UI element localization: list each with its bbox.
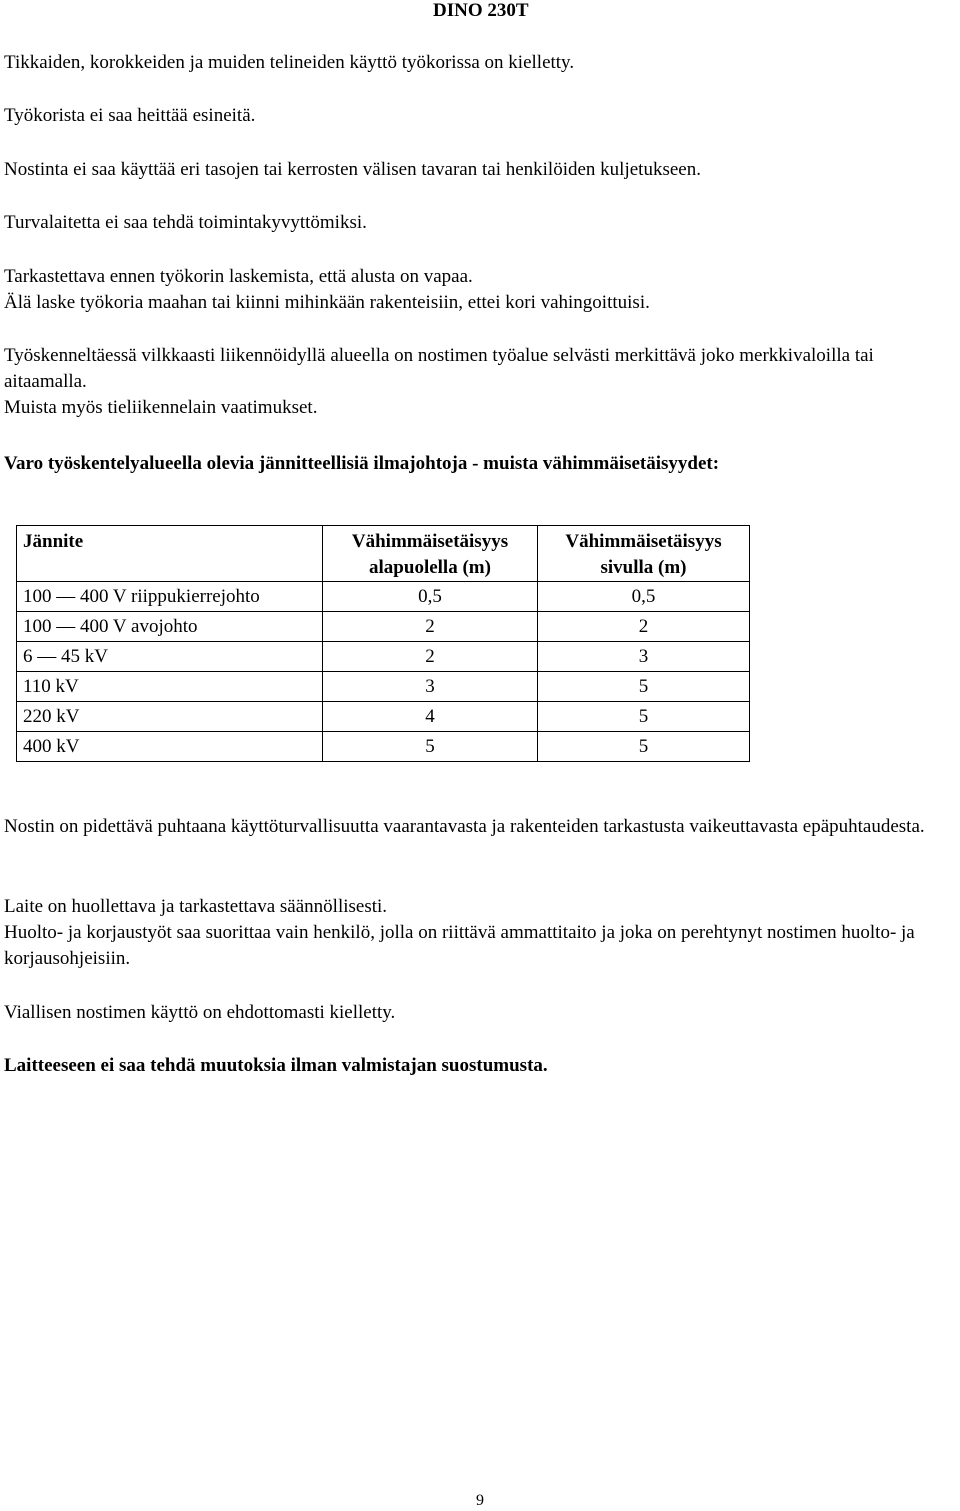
table-row: [17, 642, 750, 672]
paragraph-cleanliness: Nostin on pidettävä puhtaana käyttöturvallisuutta vaarantavasta ja rakenteiden tarkastusta vaikeuttavasta epäpuhtaudesta.: [4, 816, 925, 837]
paragraph-modifications: Laitteeseen ei saa tehdä muutoksia ilman valmistajan suostumusta.: [4, 1055, 548, 1076]
table-cell-below: 5: [323, 732, 538, 762]
table-cell-voltage: 100 — 400 V riippukierrejohto: [17, 582, 323, 612]
table-cell-below: 0,5: [323, 582, 538, 612]
paragraph-faulty-use: Viallisen nostimen käyttö on ehdottomasti kielletty.: [4, 1002, 396, 1023]
paragraph-lowering-check: Tarkastettava ennen työkorin laskemista, että alusta on vapaa.: [4, 266, 473, 287]
table-cell-voltage: 400 kV: [17, 732, 323, 762]
page-number: 9: [476, 1492, 484, 1509]
paragraph-traffic-area: Työskenneltäessä vilkkaasti liikennöidyllä alueella on nostimen työalue selvästi merkittävä joko merkkivaloilla tai aitaamalla.: [4, 345, 874, 392]
table-header-distance-below: Vähimmäisetäisyys alapuolella (m): [323, 526, 538, 582]
table-header-row: [17, 526, 750, 582]
table-cell-side: 2: [538, 612, 750, 642]
paragraph-lowering-warning: Älä laske työkoria maahan tai kiinni mihinkään rakenteisiin, ettei kori vahingoittuisi.: [4, 292, 650, 313]
table-cell-below: 4: [323, 702, 538, 732]
paragraph-power-line-warning: Varo työskentelyalueella olevia jännitteellisiä ilmajohtoja - muista vähimmäisetäisyydet:: [4, 453, 720, 474]
table-row: [17, 672, 750, 702]
paragraph-transport: Nostinta ei saa käyttää eri tasojen tai kerrosten välisen tavaran tai henkilöiden kuljetukseen.: [4, 159, 701, 180]
table-cell-voltage: 100 — 400 V avojohto: [17, 612, 323, 642]
paragraph-traffic-law: Muista myös tieliikennelain vaatimukset.: [4, 397, 318, 418]
table-row: [17, 582, 750, 612]
table-header-distance-side: Vähimmäisetäisyys sivulla (m): [538, 526, 750, 582]
paragraph-repair-personnel: Huolto- ja korjaustyöt saa suorittaa vain henkilö, jolla on riittävä ammattitaito ja joka on perehtynyt nostimen huolto- ja korjausohjeisiin.: [4, 922, 915, 969]
table-cell-side: 5: [538, 672, 750, 702]
paragraph-safety-device: Turvalaitetta ei saa tehdä toimintakyvyttömiksi.: [4, 212, 367, 233]
table-cell-below: 3: [323, 672, 538, 702]
table-cell-below: 2: [323, 642, 538, 672]
paragraph-maintenance: Laite on huollettava ja tarkastettava säännöllisesti.: [4, 896, 388, 917]
table-row: [17, 702, 750, 732]
table-cell-voltage: 110 kV: [17, 672, 323, 702]
table-cell-side: 3: [538, 642, 750, 672]
table-cell-below: 2: [323, 612, 538, 642]
table-row: [17, 732, 750, 762]
minimum-distance-table: [16, 525, 750, 762]
table-cell-side: 0,5: [538, 582, 750, 612]
table-row: [17, 612, 750, 642]
paragraph-throwing: Työkorista ei saa heittää esineitä.: [4, 105, 256, 126]
table-cell-side: 5: [538, 702, 750, 732]
table-cell-voltage: 220 kV: [17, 702, 323, 732]
table-header-voltage: Jännite: [17, 526, 323, 582]
paragraph-ladders: Tikkaiden, korokkeiden ja muiden telineiden käyttö työkorissa on kielletty.: [4, 52, 575, 73]
document-header-title: DINO 230T: [433, 0, 529, 21]
table-cell-side: 5: [538, 732, 750, 762]
table-cell-voltage: 6 — 45 kV: [17, 642, 323, 672]
